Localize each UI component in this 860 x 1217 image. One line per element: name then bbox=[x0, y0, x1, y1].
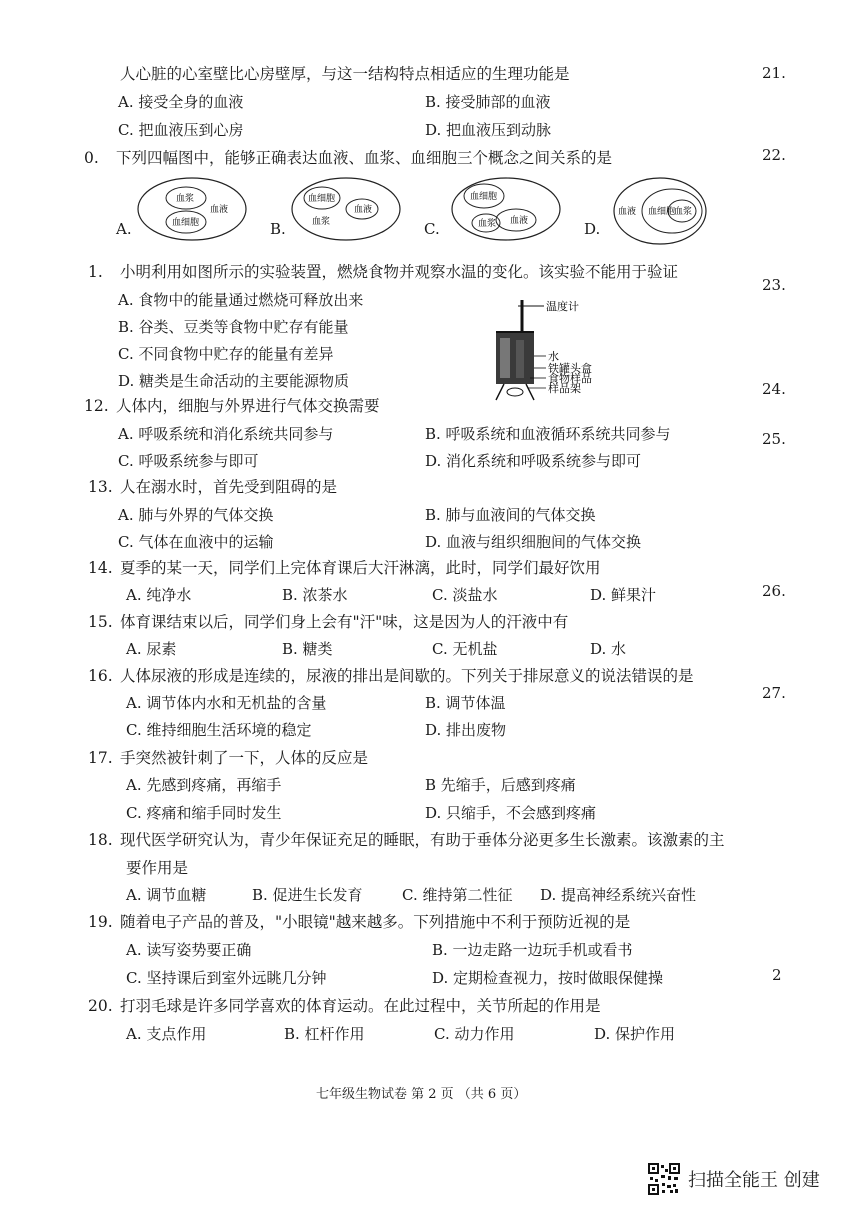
question-14 bbox=[88, 558, 601, 578]
question-venn bbox=[84, 148, 612, 168]
venn-b-top-label: 血细胞 bbox=[308, 194, 336, 204]
option-a: A. 调节体内水和无机盐的含量 bbox=[126, 694, 327, 712]
option-a: A. 调节血糖 bbox=[126, 886, 207, 904]
venn-d-mid-label: 血细胞 bbox=[648, 207, 676, 217]
option-a: A. 呼吸系统和消化系统共同参与 bbox=[118, 425, 334, 443]
option-d: D. 把血液压到动脉 bbox=[425, 121, 552, 139]
option-b: B. 浓茶水 bbox=[282, 586, 348, 604]
option-a: A. 先感到疼痛，再缩手 bbox=[126, 776, 282, 794]
venn-option-a-letter: A. bbox=[116, 220, 132, 238]
side-number: 23. bbox=[762, 276, 786, 294]
option-b: B. 一边走路一边玩手机或看书 bbox=[432, 941, 633, 959]
question-stem: 夏季的某一天，同学们上完体育课后大汗淋漓，此时，同学们最好饮用 bbox=[120, 559, 601, 577]
question-number: 12. bbox=[84, 397, 109, 415]
question-18 bbox=[88, 830, 725, 850]
scanner-watermark bbox=[648, 1163, 820, 1195]
question-17 bbox=[88, 748, 368, 768]
venn-diagram-a bbox=[136, 176, 248, 246]
question-12 bbox=[84, 396, 380, 416]
venn-a-top-label: 血浆 bbox=[176, 194, 195, 204]
option-c: C. 坚持课后到室外远眺几分钟 bbox=[126, 969, 327, 987]
question-number: 1. bbox=[88, 263, 103, 281]
option-b: B. 调节体温 bbox=[425, 694, 506, 712]
question-stem: 打羽毛球是许多同学喜欢的体育运动。在此过程中，关节所起的作用是 bbox=[120, 997, 601, 1015]
option-c: C. 气体在血液中的运输 bbox=[118, 533, 274, 551]
question-stem: 人心脏的心室壁比心房壁厚，与这一结构特点相适应的生理功能是 bbox=[120, 65, 570, 83]
option-c: C. 动力作用 bbox=[434, 1025, 515, 1043]
side-number: 26. bbox=[762, 582, 786, 600]
question-stem: 小明利用如图所示的实验装置，燃烧食物并观察水温的变化。该实验不能用于验证 bbox=[120, 263, 679, 281]
option-d: D. 提高神经系统兴奋性 bbox=[540, 886, 697, 904]
option-c: C. 不同食物中贮存的能量有差异 bbox=[118, 345, 334, 363]
venn-option-c-letter: C. bbox=[424, 220, 440, 238]
question-number: 0. bbox=[84, 149, 99, 167]
question-20 bbox=[88, 996, 601, 1016]
option-d: D. 定期检查视力，按时做眼保健操 bbox=[432, 969, 664, 987]
venn-c-bottom-label: 血浆 bbox=[478, 219, 497, 229]
venn-option-d-letter: D. bbox=[584, 220, 601, 238]
option-c: C. 维持细胞生活环境的稳定 bbox=[126, 721, 312, 739]
option-d: D. 水 bbox=[590, 640, 627, 658]
question-number: 13. bbox=[88, 478, 113, 496]
experiment-apparatus-figure bbox=[490, 296, 630, 412]
option-d: D. 消化系统和呼吸系统参与即可 bbox=[425, 452, 642, 470]
option-a: A. 食物中的能量通过燃烧可释放出来 bbox=[118, 291, 364, 309]
qr-code-icon bbox=[648, 1163, 680, 1195]
label-sample-stand: 样品架 bbox=[548, 382, 581, 395]
question-19 bbox=[88, 912, 630, 932]
question-stem: 人体尿液的形成是连续的，尿液的排出是间歇的。下列关于排尿意义的说法错误的是 bbox=[120, 667, 694, 685]
option-a: A. 接受全身的血液 bbox=[118, 93, 244, 111]
option-d: D. 保护作用 bbox=[594, 1025, 676, 1043]
venn-option-b-letter: B. bbox=[270, 220, 286, 238]
question-stem: 随着电子产品的普及，"小眼镜"越来越多。下列措施中不利于预防近视的是 bbox=[120, 913, 631, 931]
side-number: 24. bbox=[762, 380, 786, 398]
option-d: D. 只缩手，不会感到疼痛 bbox=[425, 804, 597, 822]
venn-diagram-c bbox=[450, 176, 562, 246]
option-a: A. 肺与外界的气体交换 bbox=[118, 506, 274, 524]
option-c: C. 无机盐 bbox=[432, 640, 498, 658]
question-11 bbox=[88, 262, 678, 282]
label-can: 铁罐头盒 bbox=[548, 362, 592, 375]
side-number: 25. bbox=[762, 430, 786, 448]
option-b: B 先缩手，后感到疼痛 bbox=[425, 776, 576, 794]
option-b: B. 促进生长发育 bbox=[252, 886, 363, 904]
label-water: 水 bbox=[548, 350, 559, 363]
option-c: C. 淡盐水 bbox=[432, 586, 498, 604]
label-thermometer: 温度计 bbox=[546, 300, 579, 313]
venn-b-right-label: 血液 bbox=[354, 205, 373, 215]
question-stem: 现代医学研究认为，青少年保证充足的睡眠，有助于垂体分泌更多生长激素。该激素的主 bbox=[120, 831, 725, 849]
page-footer: 七年级生物试卷 第 2 页 （共 6 页） bbox=[316, 1087, 527, 1102]
option-b: B. 谷类、豆类等食物中贮存有能量 bbox=[118, 318, 349, 336]
option-a: A. 支点作用 bbox=[126, 1025, 207, 1043]
venn-a-bottom-label: 血细胞 bbox=[172, 218, 200, 228]
side-number: 21. bbox=[762, 64, 786, 82]
question-stem: 体育课结束以后，同学们身上会有"汗"味，这是因为人的汗液中有 bbox=[120, 613, 569, 631]
side-number: 22. bbox=[762, 146, 786, 164]
question-number: 19. bbox=[88, 913, 113, 931]
question-stem: 手突然被针刺了一下，人体的反应是 bbox=[120, 749, 369, 767]
question-number: 20. bbox=[88, 997, 113, 1015]
option-c: C. 把血液压到心房 bbox=[118, 121, 244, 139]
venn-d-left-label: 血液 bbox=[618, 207, 637, 217]
side-number: 2 bbox=[772, 966, 782, 984]
venn-d-inner-label: 血浆 bbox=[674, 207, 693, 217]
option-a: A. 读写姿势要正确 bbox=[126, 941, 252, 959]
question-stem: 人在溺水时，首先受到阻碍的是 bbox=[120, 478, 338, 496]
option-c: C. 呼吸系统参与即可 bbox=[118, 452, 259, 470]
option-d: D. 糖类是生命活动的主要能源物质 bbox=[118, 372, 350, 390]
question-16 bbox=[88, 666, 694, 686]
option-a: A. 纯净水 bbox=[126, 586, 192, 604]
question-number: 16. bbox=[88, 667, 113, 685]
venn-c-right-label: 血液 bbox=[510, 216, 529, 226]
option-a: A. 尿素 bbox=[126, 640, 177, 658]
option-b: B. 呼吸系统和血液循环系统共同参与 bbox=[425, 425, 671, 443]
question-number: 17. bbox=[88, 749, 113, 767]
option-c: C. 维持第二性征 bbox=[402, 886, 513, 904]
option-b: B. 杠杆作用 bbox=[284, 1025, 365, 1043]
question-number: 15. bbox=[88, 613, 113, 631]
option-b: B. 糖类 bbox=[282, 640, 333, 658]
option-b: B. 肺与血液间的气体交换 bbox=[425, 506, 596, 524]
venn-a-right-label: 血液 bbox=[210, 205, 229, 215]
option-b: B. 接受肺部的血液 bbox=[425, 93, 551, 111]
option-d: D. 排出废物 bbox=[425, 721, 507, 739]
label-food-sample: 食物样品 bbox=[548, 372, 592, 385]
option-d: D. 鲜果汁 bbox=[590, 586, 657, 604]
question-stem: 人体内，细胞与外界进行气体交换需要 bbox=[116, 397, 380, 415]
question-15 bbox=[88, 612, 568, 632]
venn-diagram-b bbox=[290, 176, 402, 246]
venn-diagram-d bbox=[610, 176, 710, 250]
venn-c-top-label: 血细胞 bbox=[470, 192, 498, 202]
question-18-continuation: 要作用是 bbox=[126, 859, 189, 877]
question-13 bbox=[88, 477, 337, 497]
scanner-brand-text: 扫描全能王 创建 bbox=[688, 1170, 820, 1191]
question-number: 18. bbox=[88, 831, 113, 849]
option-c: C. 疼痛和缩手同时发生 bbox=[126, 804, 282, 822]
question-number: 14. bbox=[88, 559, 113, 577]
venn-b-bottom-label: 血浆 bbox=[312, 217, 331, 227]
side-number: 27. bbox=[762, 684, 786, 702]
question-stem: 下列四幅图中，能够正确表达血液、血浆、血细胞三个概念之间关系的是 bbox=[116, 149, 613, 167]
option-d: D. 血液与组织细胞间的气体交换 bbox=[425, 533, 642, 551]
question-10 bbox=[88, 64, 570, 84]
